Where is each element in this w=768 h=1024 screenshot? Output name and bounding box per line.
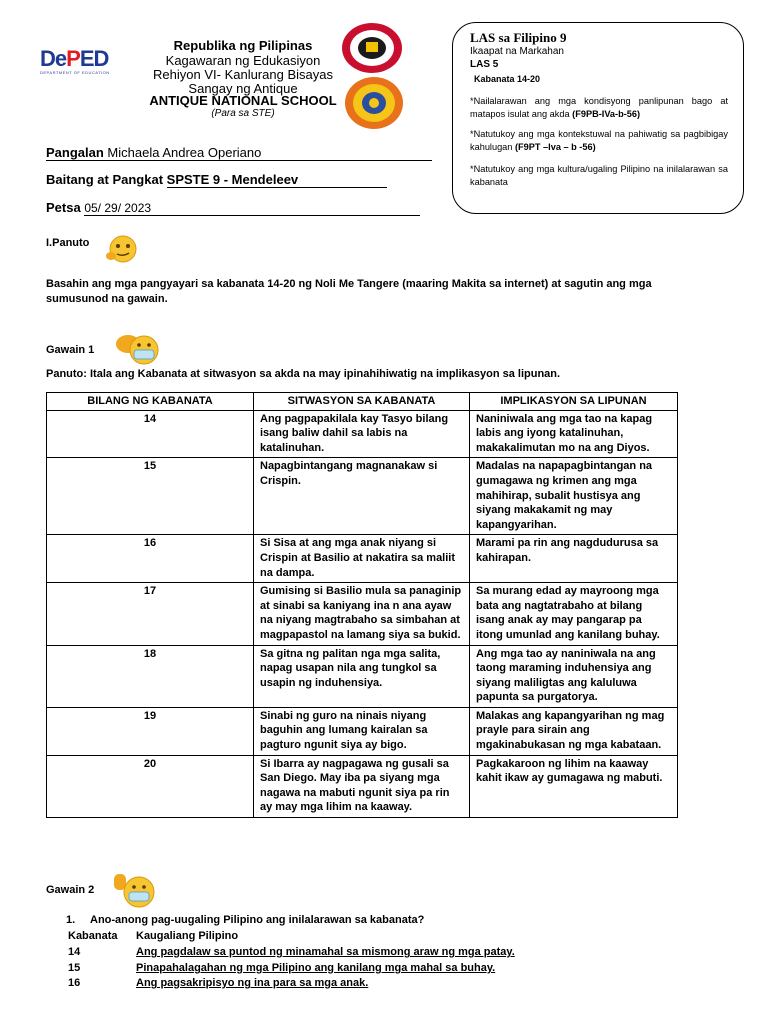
date-field bbox=[46, 200, 432, 216]
chapter-number: 17 bbox=[47, 583, 254, 645]
sitwasyon-cell: Sa gitna ng palitan nga mga salita, napag usapan nila ang tungkol sa usapin ng induhensiya. bbox=[254, 645, 470, 707]
answer-chapter: 15 bbox=[68, 962, 81, 974]
implikasyon-cell: Pagkakaroon ng lihim na kaaway kahit ikaw ay gumagawa ng mabuti. bbox=[470, 755, 678, 817]
table-row bbox=[47, 410, 678, 458]
las-title: LAS sa Filipino 9 bbox=[470, 30, 567, 45]
name-value: Michaela Andrea Operiano bbox=[107, 145, 262, 160]
sitwasyon-cell: Si Ibarra ay nagpagawa ng gusali sa San Diego. May iba pa siyang mga nagawa na mabuti ngunit siya pa rin ay may mga lihim na kaaway. bbox=[254, 755, 470, 817]
name-label: Pangalan bbox=[46, 145, 104, 160]
implikasyon-cell: Malakas ang kapangyarihan ng mag prayle para sirain ang mgakinabukasan ng mga kabataan. bbox=[470, 707, 678, 755]
implikasyon-cell: Sa murang edad ay mayroong mga bata ang nagtatrabaho at bilang isang anak ay may pangarap pa itong umunlad ang kanilang buhay. bbox=[470, 583, 678, 645]
objective-2: *Natutukoy ang mga kontekstuwal na pahiwatig sa pagbibigay kahulugan (F9PT –Iva – b -56) bbox=[470, 129, 728, 152]
panuto-text: Basahin ang mga pangyayari sa kabanata 14-20 ng Noli Me Tangere (maaring Makita sa internet) at sagutin ang mga sumusunod na gawain. bbox=[46, 278, 652, 305]
column-header: SITWASYON SA KABANATA bbox=[254, 393, 470, 411]
objective-1: *Nailalarawan ang mga kondisyong panlipunan bago at matapos isulat ang akda (F9PB-IVa-b-56) bbox=[470, 96, 728, 119]
answer-text: Ang pagdalaw sa puntod ng minamahal sa mismong araw ng mga patay. bbox=[136, 946, 515, 958]
chapter-number: 15 bbox=[47, 458, 254, 535]
chapter-number: 18 bbox=[47, 645, 254, 707]
thumbs-up-mask-emoji-icon bbox=[110, 870, 158, 910]
answer-chapter: 16 bbox=[68, 977, 81, 989]
grade-value: SPSTE 9 - Mendeleev bbox=[167, 172, 387, 188]
division-name: Sangay ng Antique bbox=[188, 81, 298, 96]
column-header: IMPLIKASYON SA LIPUNAN bbox=[470, 393, 678, 411]
implikasyon-cell: Ang mga tao ay naniniwala na ang taong maraming induhensiya ang siyang maliligtas ang kaluluwa papunta sa purgatorya. bbox=[470, 645, 678, 707]
chapter-number: 14 bbox=[47, 410, 254, 458]
implikasyon-cell: Naniniwala ang mga tao na kapag labis ang iyong katalinuhan, makakalimutan mo na ang Diyos. bbox=[470, 410, 678, 458]
table-row bbox=[47, 535, 678, 583]
column-header: BILANG NG KABANATA bbox=[47, 393, 254, 411]
table-row bbox=[47, 583, 678, 645]
program-label: (Para sa STE) bbox=[211, 108, 275, 119]
sitwasyon-cell: Napagbintangang magnanakaw si Crispin. bbox=[254, 458, 470, 535]
chapter-number: 19 bbox=[47, 707, 254, 755]
department-name: Kagawaran ng Edukasiyon bbox=[165, 53, 321, 68]
table-row bbox=[47, 755, 678, 817]
school-name: ANTIQUE NATIONAL SCHOOL bbox=[149, 93, 337, 108]
las-number: LAS 5 bbox=[470, 59, 499, 70]
sitwasyon-cell: Si Sisa at ang mga anak niyang si Crispin at Basilio at nakatira sa maliit na dampa. bbox=[254, 535, 470, 583]
answer-text: Ang pagsakripisyo ng ina para sa mga anak. bbox=[136, 977, 369, 989]
thinking-emoji-icon bbox=[104, 232, 140, 266]
table-header-row bbox=[47, 393, 678, 411]
chapter-number: 16 bbox=[47, 535, 254, 583]
deped-logo bbox=[40, 48, 116, 80]
deped-logo-subtext: DEPARTMENT OF EDUCATION bbox=[40, 70, 110, 75]
las-chapters: Kabanata 14-20 bbox=[474, 74, 541, 84]
kabanata-column-label: Kabanata bbox=[68, 930, 118, 942]
mask-emoji-icon bbox=[114, 332, 164, 366]
implikasyon-cell: Madalas na napapagbintangan na gumagawa ng krimen ang mga mahihirap, subalit hustisya ang siyang makakamit ng may kapangyarihan. bbox=[470, 458, 678, 535]
gawain2-heading: Gawain 2 bbox=[46, 884, 95, 896]
gawain1-instruction: Panuto: Itala ang Kabanata at sitwasyon sa akda na may ipinahihiwatig na implikasyon sa lipunan. bbox=[46, 368, 561, 380]
gawain1-table bbox=[46, 392, 678, 818]
date-label: Petsa bbox=[46, 200, 81, 215]
sitwasyon-cell: Ang pagpapakilala kay Tasyo bilang isang baliw dahil sa labis na katalinuhan. bbox=[254, 410, 470, 458]
sitwasyon-cell: Sinabi ng guro na ninais niyang baguhin ang lumang kairalan sa pagturo ngunit siya ay bigo. bbox=[254, 707, 470, 755]
name-field bbox=[46, 145, 432, 161]
question-text: Ano-anong pag-uugaling Pilipino ang inilalarawan sa kabanata? bbox=[90, 914, 425, 926]
region-name: Rehiyon VI- Kanlurang Bisayas bbox=[153, 67, 333, 82]
table-row bbox=[47, 645, 678, 707]
answer-text: Pinapahalagahan ng mga Pilipino ang kanilang mga mahal sa buhay. bbox=[136, 962, 496, 974]
las-quarter: Ikaapat na Markahan bbox=[470, 46, 564, 57]
deped-logo-text: DePED bbox=[40, 46, 109, 71]
kaugalian-column-label: Kaugaliang Pilipino bbox=[136, 930, 239, 942]
grade-field bbox=[46, 172, 430, 188]
gawain1-heading: Gawain 1 bbox=[46, 344, 95, 356]
answer-chapter: 14 bbox=[68, 946, 81, 958]
grade-label: Baitang at Pangkat bbox=[46, 172, 164, 187]
republic-title: Republika ng Pilipinas bbox=[173, 38, 313, 53]
table-row bbox=[47, 458, 678, 535]
question-number: 1. bbox=[66, 914, 76, 926]
sitwasyon-cell: Gumising si Basilio mula sa panaginip at sinabi sa kaniyang ina n ana ayaw na niyang magtrabaho sa simbahan at magpapastol na lamang siya sa bukid. bbox=[254, 583, 470, 645]
objective-3: *Natutukoy ang mga kultura/ugaling Pilipino na inilalarawan sa kabanata bbox=[470, 164, 728, 187]
chapter-number: 20 bbox=[47, 755, 254, 817]
panuto-heading: I.Panuto bbox=[46, 237, 90, 249]
table-row bbox=[47, 707, 678, 755]
implikasyon-cell: Marami pa rin ang nagdudurusa sa kahirapan. bbox=[470, 535, 678, 583]
date-value: 05/ 29/ 2023 bbox=[84, 201, 420, 216]
